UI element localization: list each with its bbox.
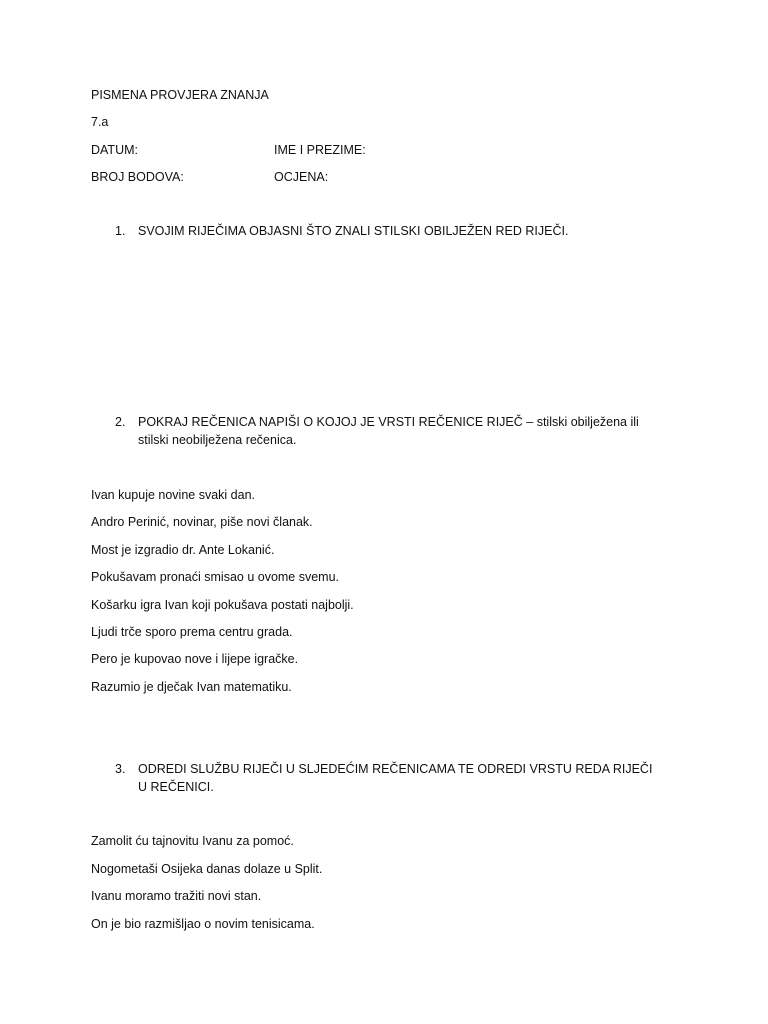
sentence: Pero je kupovao nove i lijepe igračke. xyxy=(91,652,299,666)
question-number: 2. xyxy=(115,415,126,429)
sentence: Ivan kupuje novine svaki dan. xyxy=(91,488,255,502)
sentence: Zamolit ću tajnovitu Ivanu za pomoć. xyxy=(91,834,294,848)
sentence: Razumio je dječak Ivan matematiku. xyxy=(91,680,292,694)
sentence: Nogometaši Osijeka danas dolaze u Split. xyxy=(91,862,323,876)
sentence: Košarku igra Ivan koji pokušava postati najbolji. xyxy=(91,598,354,612)
sentence: Ljudi trče sporo prema centru grada. xyxy=(91,625,293,639)
points-label: BROJ BODOVA: xyxy=(91,170,184,184)
class-label: 7.a xyxy=(91,115,109,129)
sentence: Andro Perinić, novinar, piše novi članak. xyxy=(91,515,313,529)
name-label: IME I PREZIME: xyxy=(274,143,366,157)
sentence: Most je izgradio dr. Ante Lokanić. xyxy=(91,543,275,557)
question-2 xyxy=(115,413,655,449)
question-1 xyxy=(115,222,655,240)
question-text: ODREDI SLUŽBU RIJEČI U SLJEDEĆIM REČENICAMA TE ODREDI VRSTU REDA RIJEČI U REČENICI. xyxy=(138,762,653,794)
sentence: On je bio razmišljao o novim tenisicama. xyxy=(91,917,315,931)
question-number: 1. xyxy=(115,224,126,238)
question-text: POKRAJ REČENICA NAPIŠI O KOJOJ JE VRSTI REČENICE RIJEČ – stilski obilježena ili stilski neobilježena rečenica. xyxy=(138,415,639,447)
question-3 xyxy=(115,760,655,796)
sentence: Pokušavam pronaći smisao u ovome svemu. xyxy=(91,570,340,584)
document-title: PISMENA PROVJERA ZNANJA xyxy=(91,88,269,102)
date-label: DATUM: xyxy=(91,143,138,157)
question-number: 3. xyxy=(115,762,126,776)
question-text: SVOJIM RIJEČIMA OBJASNI ŠTO ZNALI STILSKI OBILJEŽEN RED RIJEČI. xyxy=(138,224,569,238)
grade-label: OCJENA: xyxy=(274,170,329,184)
sentence: Ivanu moramo tražiti novi stan. xyxy=(91,889,262,903)
